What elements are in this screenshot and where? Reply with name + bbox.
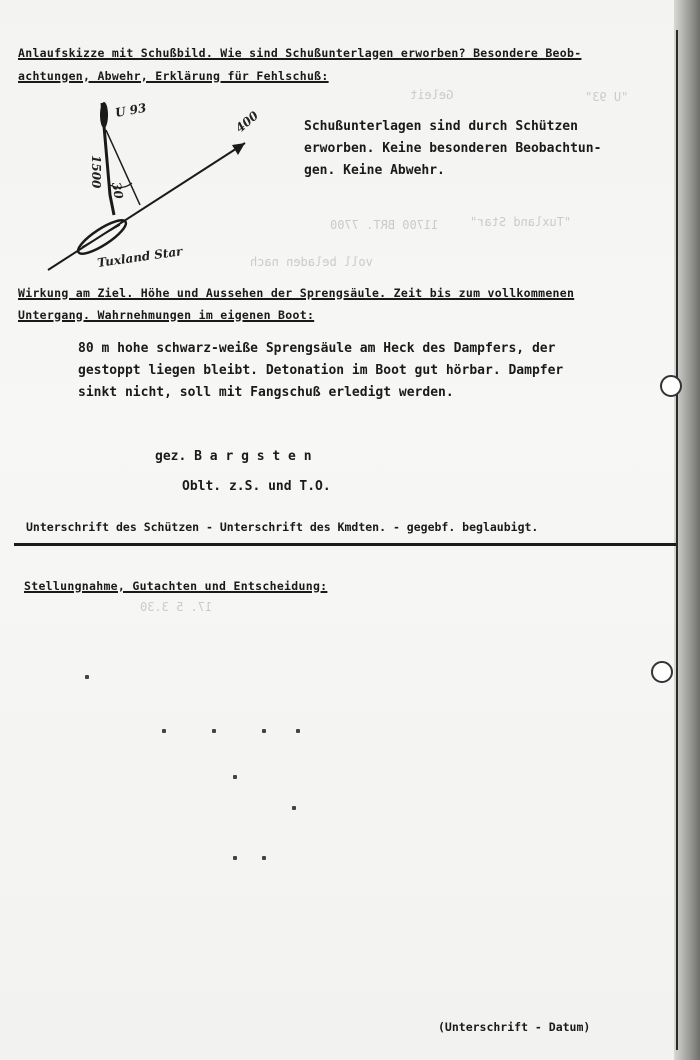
section-header-sketch-line1: Anlaufskizze mit Schußbild. Wie sind Schußunterlagen erworben? Besondere Beob- <box>18 46 582 60</box>
speck <box>296 729 300 733</box>
signature-name: gez. B a r g s t e n <box>155 449 312 464</box>
section-header-effect-line1: Wirkung am Ziel. Höhe und Aussehen der Sprengsäule. Zeit bis zum vollkommenen <box>18 286 575 300</box>
footer-signature-date: (Unterschrift - Datum) <box>438 1020 591 1034</box>
approach-sketch <box>40 95 280 280</box>
speck <box>262 729 266 733</box>
speck <box>233 775 237 779</box>
signature-rank: Oblt. z.S. und T.O. <box>182 479 331 494</box>
bleed-through-text: Geleit <box>410 88 454 102</box>
submarine-label: U 93 <box>114 100 148 120</box>
effect-text-line1: 80 m hohe schwarz-weiße Sprengsäule am Heck des Dampfers, der <box>78 341 556 356</box>
ship-name-label: Tuxland Star <box>96 244 184 270</box>
section-header-effect-line2: Untergang. Wahrnehmungen im eigenen Boot: <box>18 308 315 322</box>
punch-hole-upper <box>660 375 682 397</box>
speck <box>85 675 89 679</box>
shot-notes-line3: gen. Keine Abwehr. <box>304 163 445 178</box>
signature-caption: Unterschrift des Schützen - Unterschrift des Kmdten. - gegebf. beglaubigt. <box>26 520 539 534</box>
bleed-through-text: 17. 5 3.30 <box>140 600 213 614</box>
section-header-sketch-line2: achtungen, Abwehr, Erklärung für Fehlschuß: <box>18 69 329 83</box>
speck <box>233 856 237 860</box>
section-header-decision: Stellungnahme, Gutachten und Entscheidung: <box>24 579 328 593</box>
punch-hole-lower <box>651 661 673 683</box>
right-margin-line <box>676 30 678 1050</box>
speck <box>292 806 296 810</box>
angle-label: 30 <box>109 181 126 200</box>
speed-label: 400 <box>232 108 262 136</box>
bleed-through-text: "Tuxland Star" <box>470 215 572 229</box>
bleed-through-text: voll beladen nach <box>250 255 373 269</box>
speck <box>162 729 166 733</box>
speck <box>212 729 216 733</box>
section-divider <box>14 543 676 546</box>
speck <box>262 856 266 860</box>
shot-notes-line2: erworben. Keine besonderen Beobachtun- <box>304 141 602 156</box>
range-label: 1500 <box>89 155 103 189</box>
shot-notes-line1: Schußunterlagen sind durch Schützen <box>304 119 578 134</box>
effect-text-line2: gestoppt liegen bleibt. Detonation im Boot gut hörbar. Dampfer <box>78 363 564 378</box>
bleed-through-text: "U 93" <box>585 90 629 104</box>
bleed-through-text: 11700 BRT. 7700 <box>330 218 439 232</box>
submarine-icon <box>100 102 108 128</box>
effect-text-line3: sinkt nicht, soll mit Fangschuß erledigt werden. <box>78 385 454 400</box>
